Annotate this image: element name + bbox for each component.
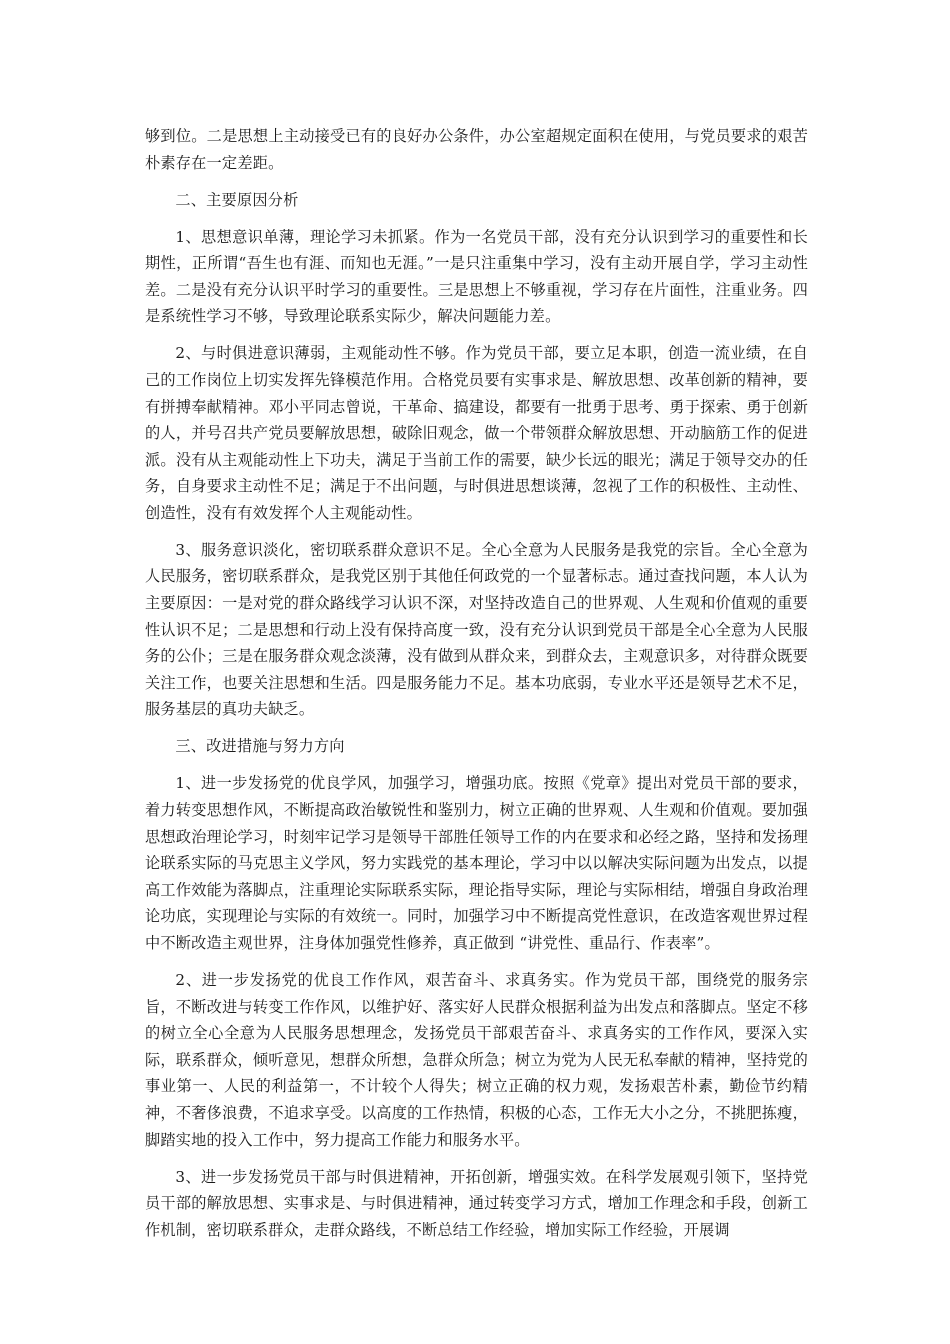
document-page [145, 123, 808, 1254]
causes-paragraph-3: 3、服务意识淡化，密切联系群众意识不足。全心全意为人民服务是我党的宗旨。全心全意为人民服务，密切联系群众，是我党区别于其他任何政党的一个显著标志。通过查找问题，本人认为主要原因：一是对党的群众路线学习认识不深，对坚持改造自己的世界观、人生观和价值观的重要性认识不足；二是思想和行动上没有保持高度一致，没有充分认识到党员干部是全心全意为人民服务的公仆；三是在服务群众观念淡薄，没有做到从群众来，到群众去，主观意识多，对待群众既要关注工作，也要关注思想和生活。四是服务能力不足。基本功底弱，专业水平还是领导艺术不足，服务基层的真功夫缺乏。 [145, 540, 808, 719]
causes-paragraph-2: 2、与时俱进意识薄弱，主观能动性不够。作为党员干部，要立足本职，创造一流业绩，在自己的工作岗位上切实发挥先锋模范作用。合格党员要有实事求是、解放思想、改革创新的精神，要有拼搏奉献精神。邓小平同志曾说，干革命、搞建设，都要有一批勇于思考、勇于探索、勇于创新的人，并号召共产党员要解放思想，破除旧观念，做一个带领群众解放思想、开动脑筋工作的促进派。没有从主观能动性上下功夫，满足于当前工作的需要，缺少长远的眼光；满足于领导交办的任务，自身要求主动性不足；满足于不出问题，与时俱进思想谈薄，忽视了工作的积极性、主动性、创造性，没有有效发挥个人主观能动性。 [145, 344, 808, 522]
section-heading-causes: 二、主要原因分析 [175, 190, 299, 209]
intro-continuation-paragraph: 够到位。二是思想上主动接受已有的良好办公条件，办公室超规定面积在使用，与党员要求的艰苦朴素存在一定差距。 [145, 127, 808, 172]
measures-paragraph-2: 2、进一步发扬党的优良工作作风，艰苦奋斗、求真务实。作为党员干部，围绕党的服务宗旨，不断改进与转变工作作风，以维护好、落实好人民群众根据利益为出发点和落脚点。坚定不移的树立全心全意为人民服务思想理念，发扬党员干部艰苦奋斗、求真务实的工作作风，要深入实际，联系群众，倾听意见，想群众所想，急群众所急；树立为党为人民无私奉献的精神，坚持党的事业第一、人民的利益第一，不计较个人得失；树立正确的权力观，发扬艰苦朴素，勤俭节约精神，不奢侈浪费，不追求享受。以高度的工作热情，积极的心态，工作无大小之分，不挑肥拣瘦，脚踏实地的投入工作中，努力提高工作能力和服务水平。 [145, 970, 808, 1149]
measures-paragraph-3: 3、进一步发扬党员干部与时俱进精神，开拓创新，增强实效。在科学发展观引领下，坚持党员干部的解放思想、实事求是、与时俱进精神，通过转变学习方式，增加工作理念和手段，创新工作机制，密切联系群众，走群众路线，不断总结工作经验，增加实际工作经验，开展调 [145, 1167, 808, 1239]
section-heading-measures: 三、改进措施与努力方向 [175, 737, 345, 756]
causes-paragraph-1: 1、思想意识单薄，理论学习未抓紧。作为一名党员干部，没有充分认识到学习的重要性和长期性，正所谓“吾生也有涯、而知也无涯。”一是只注重集中学习，没有主动开展自学，学习主动性差。二是没有充分认识平时学习的重要性。三是思想上不够重视，学习存在片面性，注重业务。四是系统性学习不够，导致理论联系实际少，解决问题能力差。 [145, 227, 808, 326]
measures-paragraph-1: 1、进一步发扬党的优良学风，加强学习，增强功底。按照《党章》提出对党员干部的要求，着力转变思想作风，不断提高政治敏锐性和鉴别力，树立正确的世界观、人生观和价值观。要加强思想政治理论学习，时刻牢记学习是领导干部胜任领导工作的内在要求和必经之路，坚持和发扬理论联系实际的马克思主义学风，努力实践党的基本理论，学习中以以解决实际问题为出发点，以提高工作效能为落脚点，注重理论实际联系实际，理论指导实际，理论与实际相结，增强自身政治理论功底，实现理论与实际的有效统一。同时，加强学习中不断提高党性意识，在改造客观世界过程中不断改造主观世界，注身体加强党性修养，真正做到 “讲党性、重品行、作表率”。 [145, 774, 808, 952]
